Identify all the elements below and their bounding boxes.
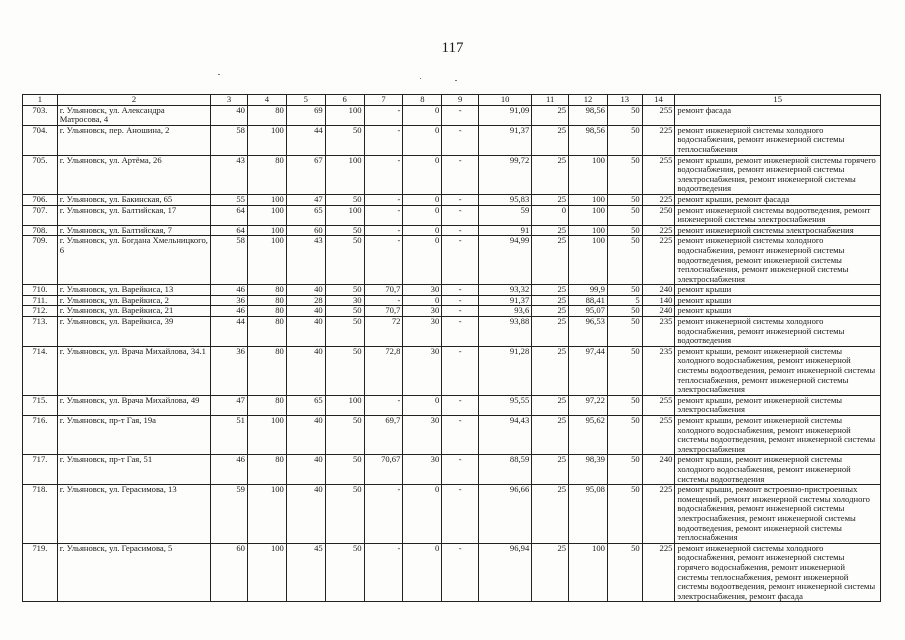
row-number-cell: 703.: [23, 105, 58, 125]
col9-cell: -: [442, 225, 479, 236]
col10-cell: 95,83: [479, 194, 532, 205]
col3-cell: 55: [211, 194, 248, 205]
address-cell: г. Ульяновск, ул. Богдана Хмельницкого, 6: [57, 236, 210, 285]
col3-cell: 64: [211, 225, 248, 236]
works-cell: ремонт фасада: [675, 105, 881, 125]
total-cell: 255: [642, 416, 675, 455]
col13-cell: 50: [607, 125, 642, 155]
row-number-cell: 719.: [23, 543, 58, 602]
works-cell: ремонт инженерной системы холодного водоснабжения, ремонт инженерной системы горячего водоснабжения, ремонт инженерной системы теплоснабжения, ремонт инженерной системы водоотведения, ремонт инженерной системы электроснабжения, ремонт фасада: [675, 543, 881, 602]
col8-cell: 0: [403, 125, 442, 155]
row-number-cell: 716.: [23, 416, 58, 455]
address-cell: г. Ульяновск, ул. Варейкиса, 39: [57, 317, 210, 347]
works-cell: ремонт инженерной системы холодного водоснабжения, ремонт инженерной системы водоотведения, ремонт инженерной системы теплоснабжения, ремонт инженерной системы электроснабжения: [675, 236, 881, 285]
col7-cell: -: [364, 155, 403, 194]
col11-cell: 25: [532, 346, 569, 395]
col10-cell: 94,99: [479, 236, 532, 285]
col9-cell: -: [442, 395, 479, 415]
col13-cell: 50: [607, 205, 642, 225]
col11-cell: 25: [532, 395, 569, 415]
col7-cell: 72: [364, 317, 403, 347]
column-header: 11: [532, 95, 569, 106]
col3-cell: 64: [211, 205, 248, 225]
col11-cell: 25: [532, 236, 569, 285]
col5-cell: 45: [286, 543, 325, 602]
col4-cell: 80: [247, 155, 286, 194]
col5-cell: 43: [286, 236, 325, 285]
col7-cell: -: [364, 485, 403, 544]
col12-cell: 98,56: [569, 125, 608, 155]
col4-cell: 100: [247, 416, 286, 455]
col3-cell: 40: [211, 105, 248, 125]
col4-cell: 100: [247, 205, 286, 225]
col9-cell: -: [442, 455, 479, 485]
total-cell: 255: [642, 395, 675, 415]
col12-cell: 100: [569, 205, 608, 225]
total-cell: 235: [642, 317, 675, 347]
col12-cell: 100: [569, 236, 608, 285]
col9-cell: -: [442, 485, 479, 544]
col4-cell: 80: [247, 455, 286, 485]
col12-cell: 100: [569, 194, 608, 205]
col8-cell: 30: [403, 455, 442, 485]
col8-cell: 0: [403, 236, 442, 285]
works-cell: ремонт крыши, ремонт инженерной системы холодного водоснабжения, ремонт инженерной системы водоотведения, ремонт инженерной системы электроснабжения: [675, 416, 881, 455]
total-cell: 225: [642, 225, 675, 236]
col5-cell: 40: [286, 485, 325, 544]
col10-cell: 93,32: [479, 285, 532, 296]
works-cell: ремонт инженерной системы электроснабжения: [675, 225, 881, 236]
col6-cell: 50: [325, 455, 364, 485]
table-row: [23, 194, 881, 205]
col7-cell: 70,7: [364, 285, 403, 296]
col10-cell: 93,6: [479, 306, 532, 317]
col6-cell: 30: [325, 295, 364, 306]
col3-cell: 47: [211, 395, 248, 415]
col5-cell: 67: [286, 155, 325, 194]
works-cell: ремонт крыши, ремонт встроенно-пристроенных помещений, ремонт инженерной системы холодного водоснабжения, ремонт инженерной системы электроснабжения, ремонт инженерной системы водоотведения, ремонт инженерной системы теплоснабжения: [675, 485, 881, 544]
col10-cell: 94,43: [479, 416, 532, 455]
col7-cell: -: [364, 395, 403, 415]
col12-cell: 99,9: [569, 285, 608, 296]
col13-cell: 50: [607, 416, 642, 455]
col5-cell: 40: [286, 317, 325, 347]
col3-cell: 51: [211, 416, 248, 455]
address-cell: г. Ульяновск, ул. Артёма, 26: [57, 155, 210, 194]
col13-cell: 50: [607, 236, 642, 285]
address-cell: г. Ульяновск, ул. Варейкиса, 2: [57, 295, 210, 306]
col4-cell: 100: [247, 236, 286, 285]
col4-cell: 100: [247, 543, 286, 602]
col11-cell: 25: [532, 125, 569, 155]
col9-cell: -: [442, 416, 479, 455]
col5-cell: 40: [286, 455, 325, 485]
table-row: [23, 543, 881, 602]
col11-cell: 25: [532, 543, 569, 602]
col7-cell: 72,8: [364, 346, 403, 395]
col8-cell: 30: [403, 285, 442, 296]
col5-cell: 40: [286, 306, 325, 317]
col12-cell: 88,41: [569, 295, 608, 306]
col8-cell: 0: [403, 485, 442, 544]
row-number-cell: 712.: [23, 306, 58, 317]
col13-cell: 5: [607, 295, 642, 306]
col4-cell: 100: [247, 485, 286, 544]
col10-cell: 91,37: [479, 125, 532, 155]
col10-cell: 95,55: [479, 395, 532, 415]
column-header: 14: [642, 95, 675, 106]
works-cell: ремонт крыши, ремонт инженерной системы холодного водоснабжения, ремонт инженерной системы водоотведения, ремонт инженерной системы теплоснабжения, ремонт инженерной системы электроснабжения: [675, 346, 881, 395]
col9-cell: -: [442, 205, 479, 225]
col8-cell: 0: [403, 205, 442, 225]
col7-cell: -: [364, 125, 403, 155]
column-header: 15: [675, 95, 881, 106]
total-cell: 225: [642, 485, 675, 544]
col6-cell: 50: [325, 543, 364, 602]
total-cell: 235: [642, 346, 675, 395]
col13-cell: 50: [607, 194, 642, 205]
table-row: [23, 105, 881, 125]
col3-cell: 60: [211, 543, 248, 602]
col3-cell: 46: [211, 306, 248, 317]
row-number-cell: 704.: [23, 125, 58, 155]
col7-cell: -: [364, 295, 403, 306]
address-cell: г. Ульяновск, ул. Варейкиса, 13: [57, 285, 210, 296]
table-row: [23, 155, 881, 194]
col9-cell: -: [442, 155, 479, 194]
col10-cell: 96,94: [479, 543, 532, 602]
col12-cell: 95,08: [569, 485, 608, 544]
col9-cell: -: [442, 285, 479, 296]
col4-cell: 80: [247, 346, 286, 395]
col12-cell: 100: [569, 225, 608, 236]
row-number-cell: 717.: [23, 455, 58, 485]
col10-cell: 91,09: [479, 105, 532, 125]
col11-cell: 25: [532, 285, 569, 296]
table-row: [23, 285, 881, 296]
col7-cell: -: [364, 105, 403, 125]
table-body: [23, 105, 881, 602]
col10-cell: 91: [479, 225, 532, 236]
col12-cell: 98,56: [569, 105, 608, 125]
col9-cell: -: [442, 194, 479, 205]
column-header: 6: [325, 95, 364, 106]
col13-cell: 50: [607, 105, 642, 125]
col8-cell: 30: [403, 317, 442, 347]
col8-cell: 0: [403, 395, 442, 415]
works-cell: ремонт крыши, ремонт фасада: [675, 194, 881, 205]
table-row: [23, 225, 881, 236]
table-row: [23, 395, 881, 415]
col11-cell: 25: [532, 194, 569, 205]
table-row: [23, 346, 881, 395]
col4-cell: 100: [247, 194, 286, 205]
col9-cell: -: [442, 306, 479, 317]
col3-cell: 43: [211, 155, 248, 194]
col8-cell: 0: [403, 543, 442, 602]
table-row: [23, 317, 881, 347]
row-number-cell: 709.: [23, 236, 58, 285]
column-header: 5: [286, 95, 325, 106]
header-row: [23, 95, 881, 106]
col11-cell: 25: [532, 455, 569, 485]
total-cell: 240: [642, 285, 675, 296]
col5-cell: 47: [286, 194, 325, 205]
table-row: [23, 485, 881, 544]
col6-cell: 50: [325, 225, 364, 236]
address-cell: г. Ульяновск, ул. Герасимова, 13: [57, 485, 210, 544]
col6-cell: 50: [325, 416, 364, 455]
col13-cell: 50: [607, 306, 642, 317]
col9-cell: -: [442, 125, 479, 155]
address-cell: г. Ульяновск, пер. Аношина, 2: [57, 125, 210, 155]
col4-cell: 80: [247, 285, 286, 296]
column-header: 13: [607, 95, 642, 106]
scan-speck: [218, 74, 220, 75]
col3-cell: 58: [211, 236, 248, 285]
col7-cell: 70,67: [364, 455, 403, 485]
column-header: 10: [479, 95, 532, 106]
address-cell: г. Ульяновск, ул. Врача Михайлова, 34.1: [57, 346, 210, 395]
row-number-cell: 710.: [23, 285, 58, 296]
col5-cell: 65: [286, 395, 325, 415]
col13-cell: 50: [607, 346, 642, 395]
col5-cell: 60: [286, 225, 325, 236]
col4-cell: 100: [247, 125, 286, 155]
row-number-cell: 707.: [23, 205, 58, 225]
table-row: [23, 236, 881, 285]
col6-cell: 100: [325, 155, 364, 194]
total-cell: 225: [642, 543, 675, 602]
total-cell: 225: [642, 236, 675, 285]
address-cell: г. Ульяновск, ул. Александра Матросова, 4: [57, 105, 210, 125]
table-row: [23, 205, 881, 225]
total-cell: 255: [642, 155, 675, 194]
col6-cell: 50: [325, 236, 364, 285]
page-number: 117: [441, 40, 464, 56]
column-header: 7: [364, 95, 403, 106]
column-header: 12: [569, 95, 608, 106]
col13-cell: 50: [607, 395, 642, 415]
table-row: [23, 125, 881, 155]
total-cell: 240: [642, 306, 675, 317]
col10-cell: 91,37: [479, 295, 532, 306]
col12-cell: 98,39: [569, 455, 608, 485]
col6-cell: 50: [325, 317, 364, 347]
col3-cell: 36: [211, 295, 248, 306]
col5-cell: 65: [286, 205, 325, 225]
row-number-cell: 708.: [23, 225, 58, 236]
col5-cell: 69: [286, 105, 325, 125]
col6-cell: 100: [325, 205, 364, 225]
col3-cell: 58: [211, 125, 248, 155]
col12-cell: 95,62: [569, 416, 608, 455]
total-cell: 225: [642, 194, 675, 205]
col8-cell: 30: [403, 416, 442, 455]
col12-cell: 97,22: [569, 395, 608, 415]
works-cell: ремонт крыши, ремонт инженерной системы горячего водоснабжения, ремонт инженерной системы электроснабжения, ремонт инженерной системы водоотведения: [675, 155, 881, 194]
col3-cell: 36: [211, 346, 248, 395]
col6-cell: 50: [325, 125, 364, 155]
col8-cell: 30: [403, 346, 442, 395]
table-row: [23, 295, 881, 306]
total-cell: 225: [642, 125, 675, 155]
column-header: 4: [247, 95, 286, 106]
table-row: [23, 455, 881, 485]
scan-speck: [455, 80, 457, 81]
column-header: 1: [23, 95, 58, 106]
works-cell: ремонт инженерной системы холодного водоснабжения, ремонт инженерной системы водоотведения: [675, 317, 881, 347]
col6-cell: 50: [325, 346, 364, 395]
col11-cell: 0: [532, 205, 569, 225]
col10-cell: 59: [479, 205, 532, 225]
col11-cell: 25: [532, 317, 569, 347]
column-header: 9: [442, 95, 479, 106]
col9-cell: -: [442, 236, 479, 285]
col11-cell: 25: [532, 105, 569, 125]
col12-cell: 97,44: [569, 346, 608, 395]
col4-cell: 100: [247, 225, 286, 236]
col9-cell: -: [442, 543, 479, 602]
row-number-cell: 714.: [23, 346, 58, 395]
col13-cell: 50: [607, 285, 642, 296]
col13-cell: 50: [607, 317, 642, 347]
col11-cell: 25: [532, 295, 569, 306]
address-cell: г. Ульяновск, ул. Балтийская, 17: [57, 205, 210, 225]
address-cell: г. Ульяновск, ул. Балтийская, 7: [57, 225, 210, 236]
col11-cell: 25: [532, 306, 569, 317]
col13-cell: 50: [607, 225, 642, 236]
row-number-cell: 705.: [23, 155, 58, 194]
col4-cell: 80: [247, 105, 286, 125]
col8-cell: 0: [403, 105, 442, 125]
col7-cell: -: [364, 543, 403, 602]
col9-cell: -: [442, 317, 479, 347]
row-number-cell: 711.: [23, 295, 58, 306]
col5-cell: 28: [286, 295, 325, 306]
works-cell: ремонт крыши, ремонт инженерной системы холодного водоснабжения, ремонт инженерной системы водоотведения: [675, 455, 881, 485]
col10-cell: 96,66: [479, 485, 532, 544]
col12-cell: 96,53: [569, 317, 608, 347]
col11-cell: 25: [532, 485, 569, 544]
total-cell: 140: [642, 295, 675, 306]
col7-cell: -: [364, 225, 403, 236]
table-row: [23, 416, 881, 455]
col10-cell: 91,28: [479, 346, 532, 395]
col7-cell: 69,7: [364, 416, 403, 455]
col9-cell: -: [442, 295, 479, 306]
col11-cell: 25: [532, 416, 569, 455]
col6-cell: 50: [325, 485, 364, 544]
col4-cell: 80: [247, 306, 286, 317]
col6-cell: 100: [325, 105, 364, 125]
col5-cell: 40: [286, 285, 325, 296]
col12-cell: 100: [569, 155, 608, 194]
col7-cell: -: [364, 194, 403, 205]
address-cell: г. Ульяновск, ул. Варейкиса, 21: [57, 306, 210, 317]
works-cell: ремонт инженерной системы водоотведения, ремонт инженерной системы электроснабжения: [675, 205, 881, 225]
col3-cell: 46: [211, 455, 248, 485]
col8-cell: 0: [403, 194, 442, 205]
col8-cell: 0: [403, 295, 442, 306]
address-cell: г. Ульяновск, ул. Врача Михайлова, 49: [57, 395, 210, 415]
address-cell: г. Ульяновск, ул. Герасимова, 5: [57, 543, 210, 602]
col3-cell: 59: [211, 485, 248, 544]
address-cell: г. Ульяновск, пр-т Гая, 51: [57, 455, 210, 485]
total-cell: 255: [642, 105, 675, 125]
row-number-cell: 715.: [23, 395, 58, 415]
column-header: 3: [211, 95, 248, 106]
works-cell: ремонт инженерной системы холодного водоснабжения, ремонт инженерной системы теплоснабжения: [675, 125, 881, 155]
col5-cell: 40: [286, 416, 325, 455]
col8-cell: 30: [403, 306, 442, 317]
col6-cell: 50: [325, 306, 364, 317]
col9-cell: -: [442, 105, 479, 125]
total-cell: 250: [642, 205, 675, 225]
col7-cell: -: [364, 205, 403, 225]
col13-cell: 50: [607, 485, 642, 544]
col10-cell: 99,72: [479, 155, 532, 194]
col4-cell: 80: [247, 295, 286, 306]
works-cell: ремонт крыши: [675, 285, 881, 296]
col5-cell: 40: [286, 346, 325, 395]
table-row: [23, 306, 881, 317]
row-number-cell: 706.: [23, 194, 58, 205]
col9-cell: -: [442, 346, 479, 395]
col7-cell: -: [364, 236, 403, 285]
column-header: 8: [403, 95, 442, 106]
works-cell: ремонт крыши, ремонт инженерной системы электроснабжения: [675, 395, 881, 415]
col7-cell: 70,7: [364, 306, 403, 317]
col4-cell: 80: [247, 395, 286, 415]
total-cell: 240: [642, 455, 675, 485]
col13-cell: 50: [607, 543, 642, 602]
row-number-cell: 713.: [23, 317, 58, 347]
col3-cell: 46: [211, 285, 248, 296]
col10-cell: 88,59: [479, 455, 532, 485]
address-cell: г. Ульяновск, пр-т Гая, 19а: [57, 416, 210, 455]
row-number-cell: 718.: [23, 485, 58, 544]
scan-speck: [420, 78, 421, 79]
col6-cell: 50: [325, 285, 364, 296]
col13-cell: 50: [607, 155, 642, 194]
col6-cell: 100: [325, 395, 364, 415]
col10-cell: 93,88: [479, 317, 532, 347]
col3-cell: 44: [211, 317, 248, 347]
col13-cell: 50: [607, 455, 642, 485]
works-cell: ремонт крыши: [675, 295, 881, 306]
col5-cell: 44: [286, 125, 325, 155]
col6-cell: 50: [325, 194, 364, 205]
works-cell: ремонт крыши: [675, 306, 881, 317]
address-cell: г. Ульяновск, ул. Бакинская, 65: [57, 194, 210, 205]
col4-cell: 80: [247, 317, 286, 347]
data-table: [22, 94, 881, 602]
column-header: 2: [57, 95, 210, 106]
col11-cell: 25: [532, 155, 569, 194]
col8-cell: 0: [403, 225, 442, 236]
col12-cell: 95,07: [569, 306, 608, 317]
col11-cell: 25: [532, 225, 569, 236]
col8-cell: 0: [403, 155, 442, 194]
col12-cell: 100: [569, 543, 608, 602]
